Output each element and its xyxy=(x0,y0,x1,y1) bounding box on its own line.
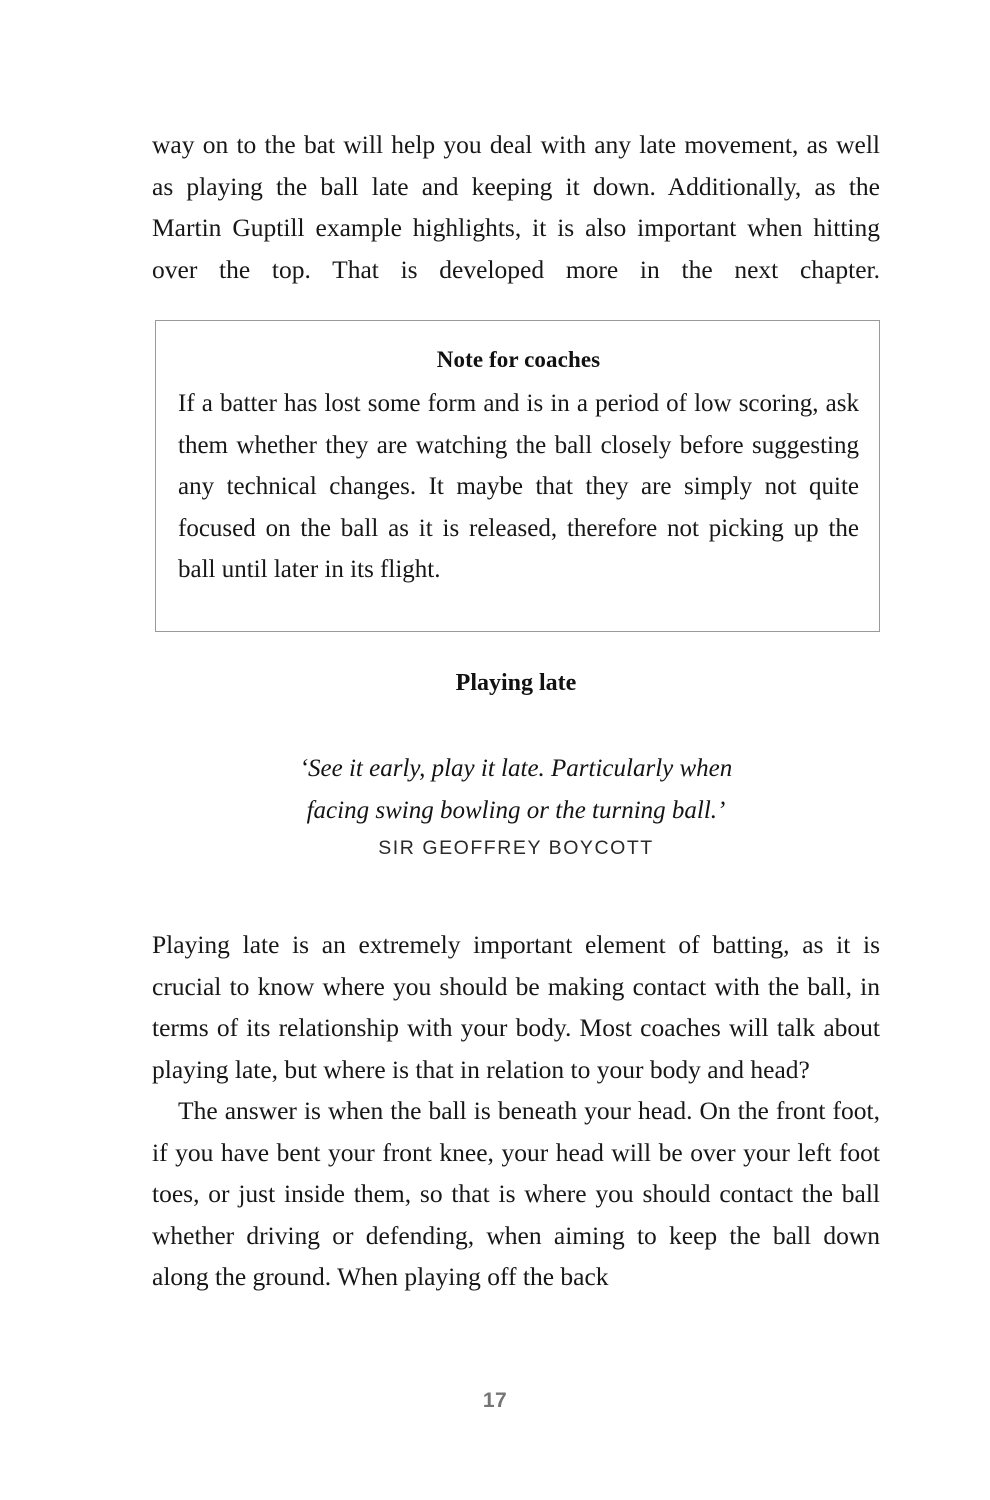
pull-quote xyxy=(152,748,880,862)
pull-quote-attribution: SIR GEOFFREY BOYCOTT xyxy=(378,837,654,859)
note-box-inner xyxy=(178,345,859,591)
page-number: 17 xyxy=(482,1389,508,1412)
note-for-coaches-box xyxy=(155,320,880,632)
note-box-body: If a batter has lost some form and is in a period of low scoring, ask them whether they are watching the ball closely before suggesting any technical changes. It maybe that they are simply not quite focused on the ball as it is released, therefore not picking up the ball until later in its flight. xyxy=(178,390,859,583)
body-paragraph-1: Playing late is an extremely important element of batting, as it is crucial to know where you should be making contact with the ball, in terms of its relationship with your body. Most coaches will talk about playing late, but where is that in relation to your body and head? xyxy=(152,930,880,1084)
body-paragraph-2: The answer is when the ball is beneath your head. On the front foot, if you have bent your front knee, your head will be over your left foot toes, or just inside them, so that is where you should contact the ball whether driving or defending, when aiming to keep the ball down along the ground. When playing off the back xyxy=(152,1096,880,1291)
lower-body-text xyxy=(152,924,880,1298)
pull-quote-line-2: facing swing bowling or the turning ball.’ xyxy=(306,797,726,824)
section-heading-playing-late: Playing late xyxy=(455,670,577,696)
note-box-title: Note for coaches xyxy=(436,347,601,372)
pull-quote-line-1: ‘See it early, play it late. Particularly when xyxy=(299,755,733,782)
top-paragraph: way on to the bat will help you deal with any late movement, as well as playing the ball late and keeping it down. Additionally, as the Martin Guptill example highlights, it is also important when hitting over the top. That is developed more in the next chapter. xyxy=(152,130,880,284)
page-content xyxy=(152,124,880,1291)
